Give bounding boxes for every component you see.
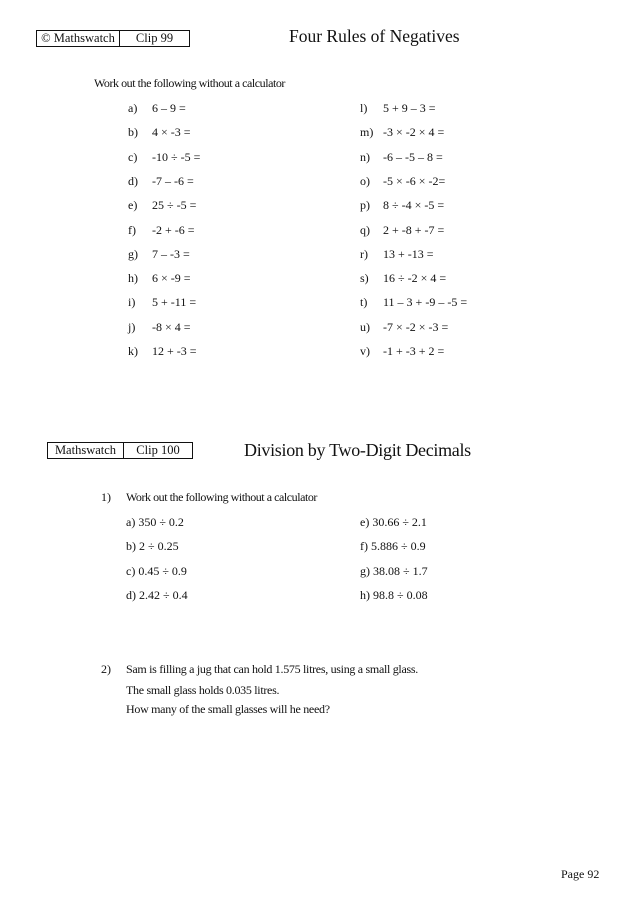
question-label: h) bbox=[128, 271, 138, 285]
question-expression: 5 + -11 = bbox=[152, 295, 197, 309]
question-1-instruction: Work out the following without a calculator bbox=[126, 490, 317, 504]
question-expression: 12 + -3 = bbox=[152, 344, 197, 358]
question-expression: 11 – 3 + -9 – -5 = bbox=[383, 295, 468, 309]
question-label: c) bbox=[128, 150, 138, 164]
question-label: q) bbox=[360, 223, 370, 237]
section-title-negatives: Four Rules of Negatives bbox=[289, 26, 460, 46]
question-expression: -1 + -3 + 2 = bbox=[383, 344, 445, 358]
question-label: f) bbox=[128, 223, 136, 237]
question-label: r) bbox=[360, 247, 368, 261]
question-label: t) bbox=[360, 295, 368, 309]
question-2-number: 2) bbox=[101, 662, 111, 676]
question-label: b) bbox=[128, 125, 138, 139]
question-label: g) bbox=[128, 247, 138, 261]
instruction-text: Work out the following without a calculator bbox=[94, 76, 285, 90]
clip-label: Clip 100 bbox=[136, 443, 180, 457]
question-label: v) bbox=[360, 344, 370, 358]
page-number: Page 92 bbox=[561, 867, 600, 881]
question-label: o) bbox=[360, 174, 370, 188]
division-question: e) 30.66 ÷ 2.1 bbox=[360, 515, 427, 529]
question-2-line: The small glass holds 0.035 litres. bbox=[126, 683, 280, 697]
question-expression: -5 × -6 × -2= bbox=[383, 174, 446, 188]
question-expression: -2 + -6 = bbox=[152, 223, 195, 237]
division-question: d) 2.42 ÷ 0.4 bbox=[126, 588, 188, 602]
copyright-label: © Mathswatch bbox=[37, 31, 120, 46]
section-title-division: Division by Two-Digit Decimals bbox=[244, 440, 471, 460]
division-question: a) 350 ÷ 0.2 bbox=[126, 515, 184, 529]
clip-label: Clip 99 bbox=[135, 31, 174, 45]
question-expression: 16 ÷ -2 × 4 = bbox=[383, 271, 447, 285]
question-label: n) bbox=[360, 150, 370, 164]
question-expression: 2 + -8 + -7 = bbox=[383, 223, 445, 237]
question-expression: -8 × 4 = bbox=[152, 320, 191, 334]
question-2-line: How many of the small glasses will he need? bbox=[126, 702, 330, 716]
question-label: m) bbox=[360, 125, 374, 139]
question-expression: 25 ÷ -5 = bbox=[152, 198, 197, 212]
division-question: h) 98.8 ÷ 0.08 bbox=[360, 588, 428, 602]
division-question: f) 5.886 ÷ 0.9 bbox=[360, 539, 426, 553]
question-expression: 5 + 9 – 3 = bbox=[383, 101, 436, 115]
brand-label: Mathswatch bbox=[48, 443, 124, 458]
question-1-number: 1) bbox=[101, 490, 111, 504]
question-label: s) bbox=[360, 271, 369, 285]
question-label: l) bbox=[360, 101, 368, 115]
question-expression: -10 ÷ -5 = bbox=[152, 150, 201, 164]
question-label: k) bbox=[128, 344, 138, 358]
question-label: p) bbox=[360, 198, 370, 212]
question-label: e) bbox=[128, 198, 138, 212]
question-expression: -7 – -6 = bbox=[152, 174, 194, 188]
question-expression: 13 + -13 = bbox=[383, 247, 434, 261]
question-expression: -3 × -2 × 4 = bbox=[383, 125, 445, 139]
question-label: d) bbox=[128, 174, 138, 188]
question-expression: 4 × -3 = bbox=[152, 125, 191, 139]
question-expression: -6 – -5 – 8 = bbox=[383, 150, 443, 164]
division-question: c) 0.45 ÷ 0.9 bbox=[126, 564, 187, 578]
question-expression: -7 × -2 × -3 = bbox=[383, 320, 449, 334]
question-label: i) bbox=[128, 295, 136, 309]
clip-header-box-1 bbox=[36, 30, 190, 47]
clip-header-box-2 bbox=[47, 442, 193, 459]
question-label: a) bbox=[128, 101, 138, 115]
question-expression: 8 ÷ -4 × -5 = bbox=[383, 198, 445, 212]
question-label: u) bbox=[360, 320, 370, 334]
question-expression: 7 – -3 = bbox=[152, 247, 190, 261]
question-2-line: Sam is filling a jug that can hold 1.575 litres, using a small glass. bbox=[126, 662, 418, 676]
question-label: j) bbox=[128, 320, 136, 334]
division-question: b) 2 ÷ 0.25 bbox=[126, 539, 179, 553]
question-expression: 6 – 9 = bbox=[152, 101, 186, 115]
question-expression: 6 × -9 = bbox=[152, 271, 191, 285]
division-question: g) 38.08 ÷ 1.7 bbox=[360, 564, 428, 578]
